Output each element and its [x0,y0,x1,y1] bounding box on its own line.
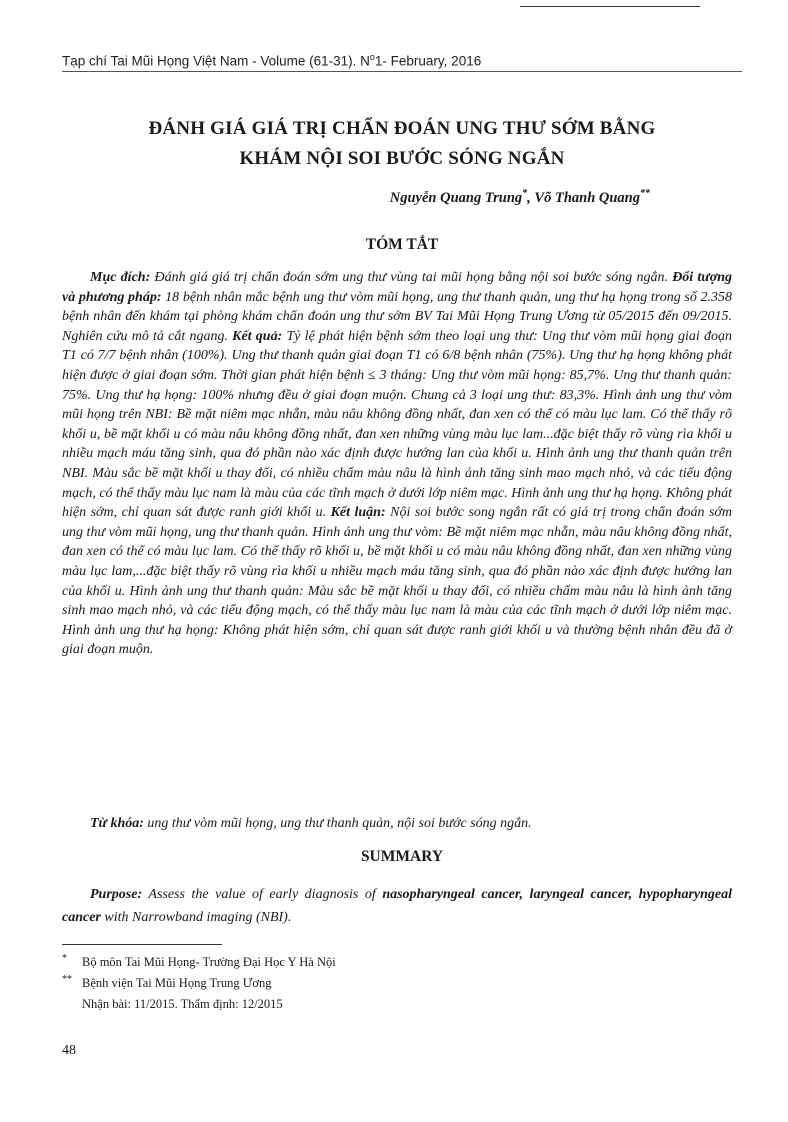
summary-bold-terms: nasopharyngeal cancer, laryngeal cancer, hypopharyngeal cancer [62,887,732,925]
header-rule [62,71,742,72]
author-1: Nguyễn Quang Trung [389,189,523,206]
purpose-label: Mục đích: [90,270,151,285]
running-header [62,52,742,69]
keywords-paragraph [62,814,732,834]
footnote-2-text: Bệnh viện Tai Mũi Họng Trung Ương [82,976,272,990]
header-tail: 1- February, 2016 [374,53,482,69]
abstract-heading: TÓM TẮT [365,236,439,253]
footnote-2 [62,973,562,994]
footnote-1-mark: * [62,953,67,964]
summary-purpose-label: Purpose: [90,887,143,902]
result-text: Tỷ lệ phát hiện bệnh sớm theo loại ung thư: Ung thư vòm mũi họng giai đoạn T1 có 7/7 bệnh nhân (100%). Ung thư thanh quản giai đoạn T1 có 6/8 bệnh nhân (75%). Ung thư hạ họng không phát hiện được ở giai đoạn sớm. Thời gian phát hiện bệnh ≤ 3 tháng: Ung thư vòm mũi họng: 85,7%. Ung thư thanh quản: 75%. Ung thư hạ họng: 100% nhưng đều ở giai đoạn muộn. Chung cả 3 loại ung thư: 83,3%. Hình ảnh ung thư vòm mũi họng trên NBI: Bề mặt niêm mạc nhẵn, màu nâu không đồng nhất, đan xen có thể có màu lục lam. Có thể thấy rõ khối u, bề mặt khối u có màu nâu không đồng nhất, đan xen những vùng màu lục lam...đặc biệt thấy rõ vùng rìa khối u nhiều mạch máu tăng sinh, qua đó phần nào xác định được hướng lan của khối u. Hình ảnh ung thư thanh quản trên NBI. Màu sắc bề mặt khối u thay đổi, có nhiều chấm màu nâu là hình ảnh tăng sinh mao mạch nhỏ, và các tiểu động mạch, có thể thấy màu lục nam là màu của các tĩnh mạch ở dưới lớp niêm mạc. Hình ảnh ung thư hạ họng. Không phát hiện sớm, chỉ quan sát được ranh giới khối u. [62,328,732,521]
footnote-1-text: Bộ môn Tai Mũi Họng- Trường Đại Học Y Hà Nội [82,955,336,969]
author-line [62,188,650,207]
title-line-2: KHÁM NỘI SOI BƯỚC SÓNG NGẮN [239,148,565,169]
author-1-mark: * [522,188,528,199]
summary-heading: SUMMARY [360,848,444,865]
footnote-1 [62,952,562,973]
page-number: 48 [62,1043,76,1058]
abstract-paragraph [62,268,732,660]
purpose-text: Đánh giá giá trị chẩn đoán sớm ung thư vùng tai mũi họng bằng nội soi bước sóng ngắn. [150,270,673,285]
keywords-text: ung thư vòm mũi họng, ung thư thanh quản, nội soi bước sóng ngắn. [143,816,532,831]
conclusion-text: Nội soi bước song ngắn rất có giá trị trong chẩn đoán sớm ung thư vòm mũi họng, ung thư thanh quản. Hình ảnh ung thư vòm: Bề mặt niêm mạc nhẵn, màu nâu không đồng nhất, đan xen có thể có màu lục lam. Có thể thấy rõ khối u, bề mặt khối u có màu nâu không đồng nhất, đan xen những vùng màu lục lam,...đặc biệt thấy rõ vùng rìa khối u nhiều mạch máu tăng sinh, qua đó phần nào xác định được hướng lan của khối u. Hình ảnh ung thư thanh quản: Màu sắc bề mặt khối u thay đổi, có nhiều chấm màu nâu là hình ảnh tăng sinh mao mạch nhỏ, và các tiểu động mạch, có thể thấy màu lục nam là màu của các tĩnh mạch ở dưới lớp niêm mạc. Hình ảnh ung thư hạ họng: Không phát hiện sớm, chỉ quan sát được ranh giới khối u và thường bệnh nhân đều đã ở giai đoạn muộn. [62,505,732,658]
conclusion-label: Kết luận: [330,505,386,521]
footnote-2-mark: ** [62,974,72,985]
footnote-rule [62,944,222,945]
summary-purpose-text-1: Assess the value of early diagnosis of [142,887,383,902]
result-label: Kết quả: [232,328,283,344]
footnotes [62,952,562,1015]
author-2: Võ Thanh Quang [534,189,640,206]
summary-purpose-text-2: with Narrowband imaging (NBI). [100,910,292,925]
top-edge-rule [520,6,700,7]
footnote-3-text: Nhận bài: 11/2015. Thẩm định: 12/2015 [82,997,283,1011]
keywords-label: Từ khóa: [90,816,144,831]
footnote-3 [62,994,562,1015]
method-text: 18 bệnh nhân mắc bệnh ung thư vòm mũi họng, ung thư thanh quản, ung thư hạ họng trong số 2.358 bệnh nhân đến khám tại phòng khám chẩn đoán ung thư sớm BV Tai Mũi Họng Trung Ương từ 05/2015 đến 09/2015. Nghiên cứu mô tả cắt ngang. [62,289,733,344]
article-title [62,114,742,174]
author-2-mark: ** [640,188,650,199]
header-text: Tạp chí Tai Mũi Họng Việt Nam - Volume (61-31). N [62,53,370,69]
title-line-1: ĐÁNH GIÁ GIÁ TRỊ CHẨN ĐOÁN UNG THƯ SỚM BẰNG [148,118,656,139]
header-number-sup: o [369,52,375,62]
footnote-3-mark [62,990,82,1011]
method-label: Đối tượng và phương pháp: [62,270,732,305]
summary-paragraph [62,883,732,929]
author-separator: , [527,189,535,206]
